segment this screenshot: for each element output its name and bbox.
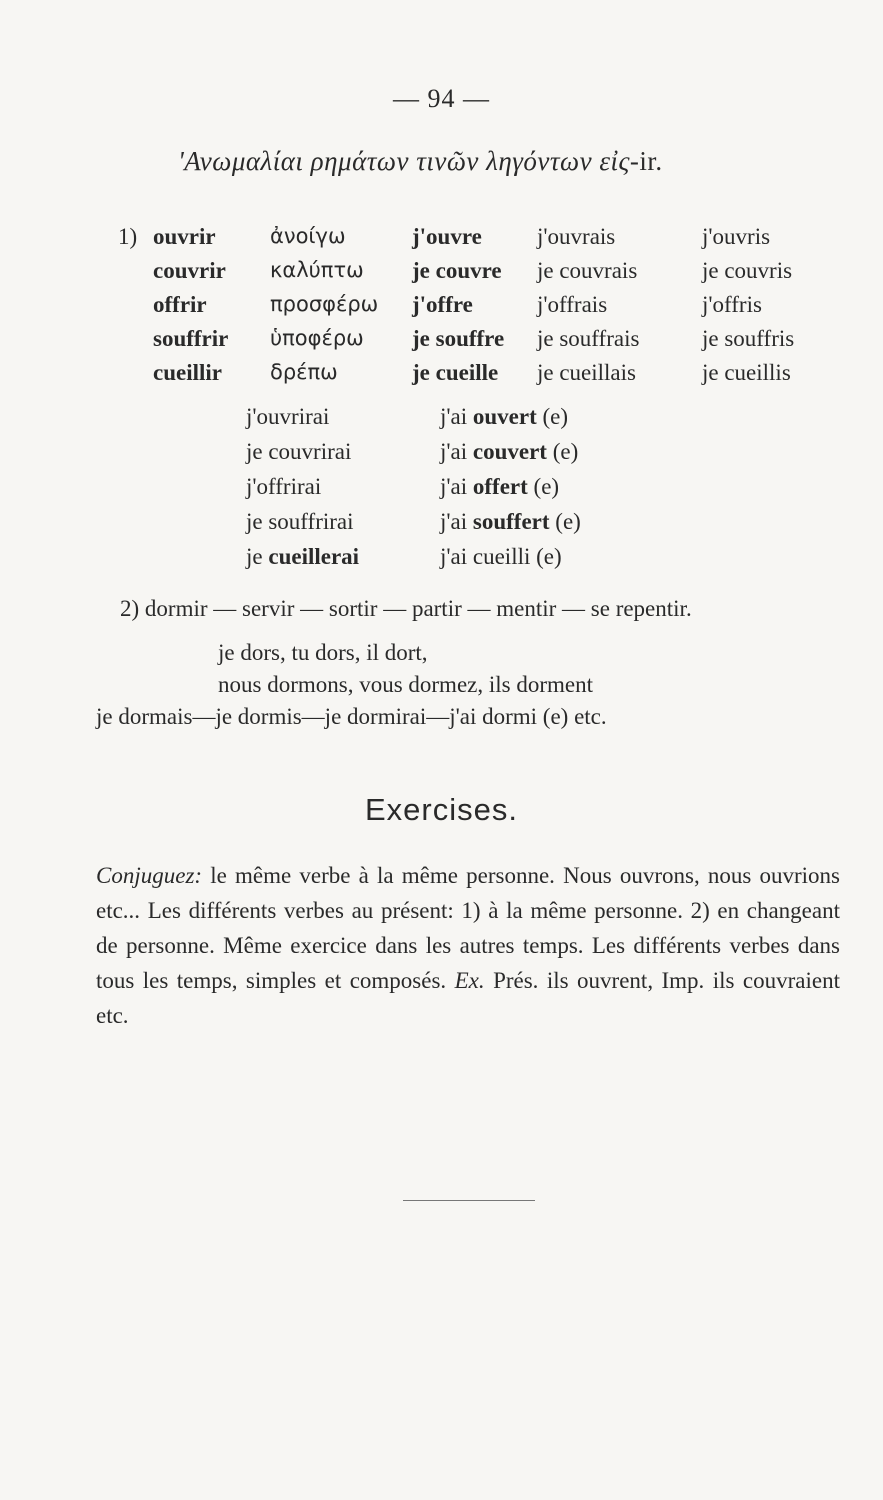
present-form: j'offre (412, 292, 473, 317)
table-row (0, 224, 883, 258)
page-number: — 94 — (393, 84, 490, 113)
table-row (0, 439, 883, 473)
infinitive: ouvrir (153, 224, 216, 249)
imperfect-form: j'ouvrais (537, 224, 616, 249)
imperfect-form: je cueillais (537, 360, 636, 385)
past-form: j'offris (702, 292, 762, 317)
infinitive: offrir (153, 292, 207, 317)
exercises-text: Conjuguez: le même verbe à la même personne. Nous ouvrons, nous ouvrions etc... Les différents verbes au présent: 1) à la même personne. 2) en changeant de personne. Même exercice dans les autres temps. Les différents verbes dans tous les temps, simples et composés. Ex. Prés. ils ouvrent, Imp. ils couvraient etc. (96, 863, 840, 1028)
future-form: je cueillerai (246, 544, 360, 569)
greek-translation: καλύπτω (270, 258, 364, 282)
divider-rule (403, 1200, 535, 1201)
imperfect-form: j'offrais (537, 292, 608, 317)
title-latin: ir. (639, 146, 663, 176)
greek-translation: προσφέρω (270, 292, 379, 316)
section-number: 1) (118, 224, 138, 249)
imperfect-form: je couvrais (537, 258, 638, 283)
future-form: je couvrirai (246, 439, 352, 464)
future-form: je souffrirai (246, 509, 354, 534)
table-row (0, 544, 883, 578)
section2-line: je dormais—je dormis—je dormirai—j'ai dormi (e) etc. (96, 704, 607, 729)
page-title (178, 146, 663, 177)
table-row (0, 404, 883, 438)
infinitive: couvrir (153, 258, 226, 283)
greek-translation: δρέπω (270, 360, 338, 384)
greek-translation: ὑποφέρω (270, 326, 364, 350)
table-row (0, 474, 883, 508)
table-row (0, 360, 883, 394)
infinitive: souffrir (153, 326, 229, 351)
present-form: j'ouvre (412, 224, 482, 249)
present-form: je souffre (412, 326, 505, 351)
title-greek: 'Ανωμαλίαι ρημάτων τινῶν ληγόντων εἰς- (178, 146, 640, 176)
table-row (0, 509, 883, 543)
infinitive: cueillir (153, 360, 222, 385)
present-form: je cueille (412, 360, 499, 385)
present-form: je couvre (412, 258, 502, 283)
compound-form: j'ai couvert (e) (440, 439, 579, 464)
table-row (0, 292, 883, 326)
section-number: 2) (120, 596, 140, 621)
section2-verbs: 2) dormir — servir — sortir — partir — mentir — se repentir. (120, 596, 692, 621)
future-form: j'ouvrirai (246, 404, 330, 429)
table-row (0, 326, 883, 360)
compound-form: j'ai ouvert (e) (440, 404, 569, 429)
future-form: j'offrirai (246, 474, 322, 499)
compound-form: j'ai souffert (e) (440, 509, 581, 534)
section2-line: je dors, tu dors, il dort, (218, 640, 428, 665)
past-form: je couvris (702, 258, 793, 283)
table-row (0, 258, 883, 292)
compound-form: j'ai offert (e) (440, 474, 560, 499)
past-form: je souffris (702, 326, 795, 351)
past-form: je cueillis (702, 360, 791, 385)
imperfect-form: je souffrais (537, 326, 640, 351)
exercises-heading: Exercises. (365, 792, 518, 827)
section2-line: nous dormons, vous dormez, ils dorment (218, 672, 593, 697)
greek-translation: ἀνοίγω (270, 224, 346, 248)
past-form: j'ouvris (702, 224, 771, 249)
compound-form: j'ai cueilli (e) (440, 544, 562, 569)
